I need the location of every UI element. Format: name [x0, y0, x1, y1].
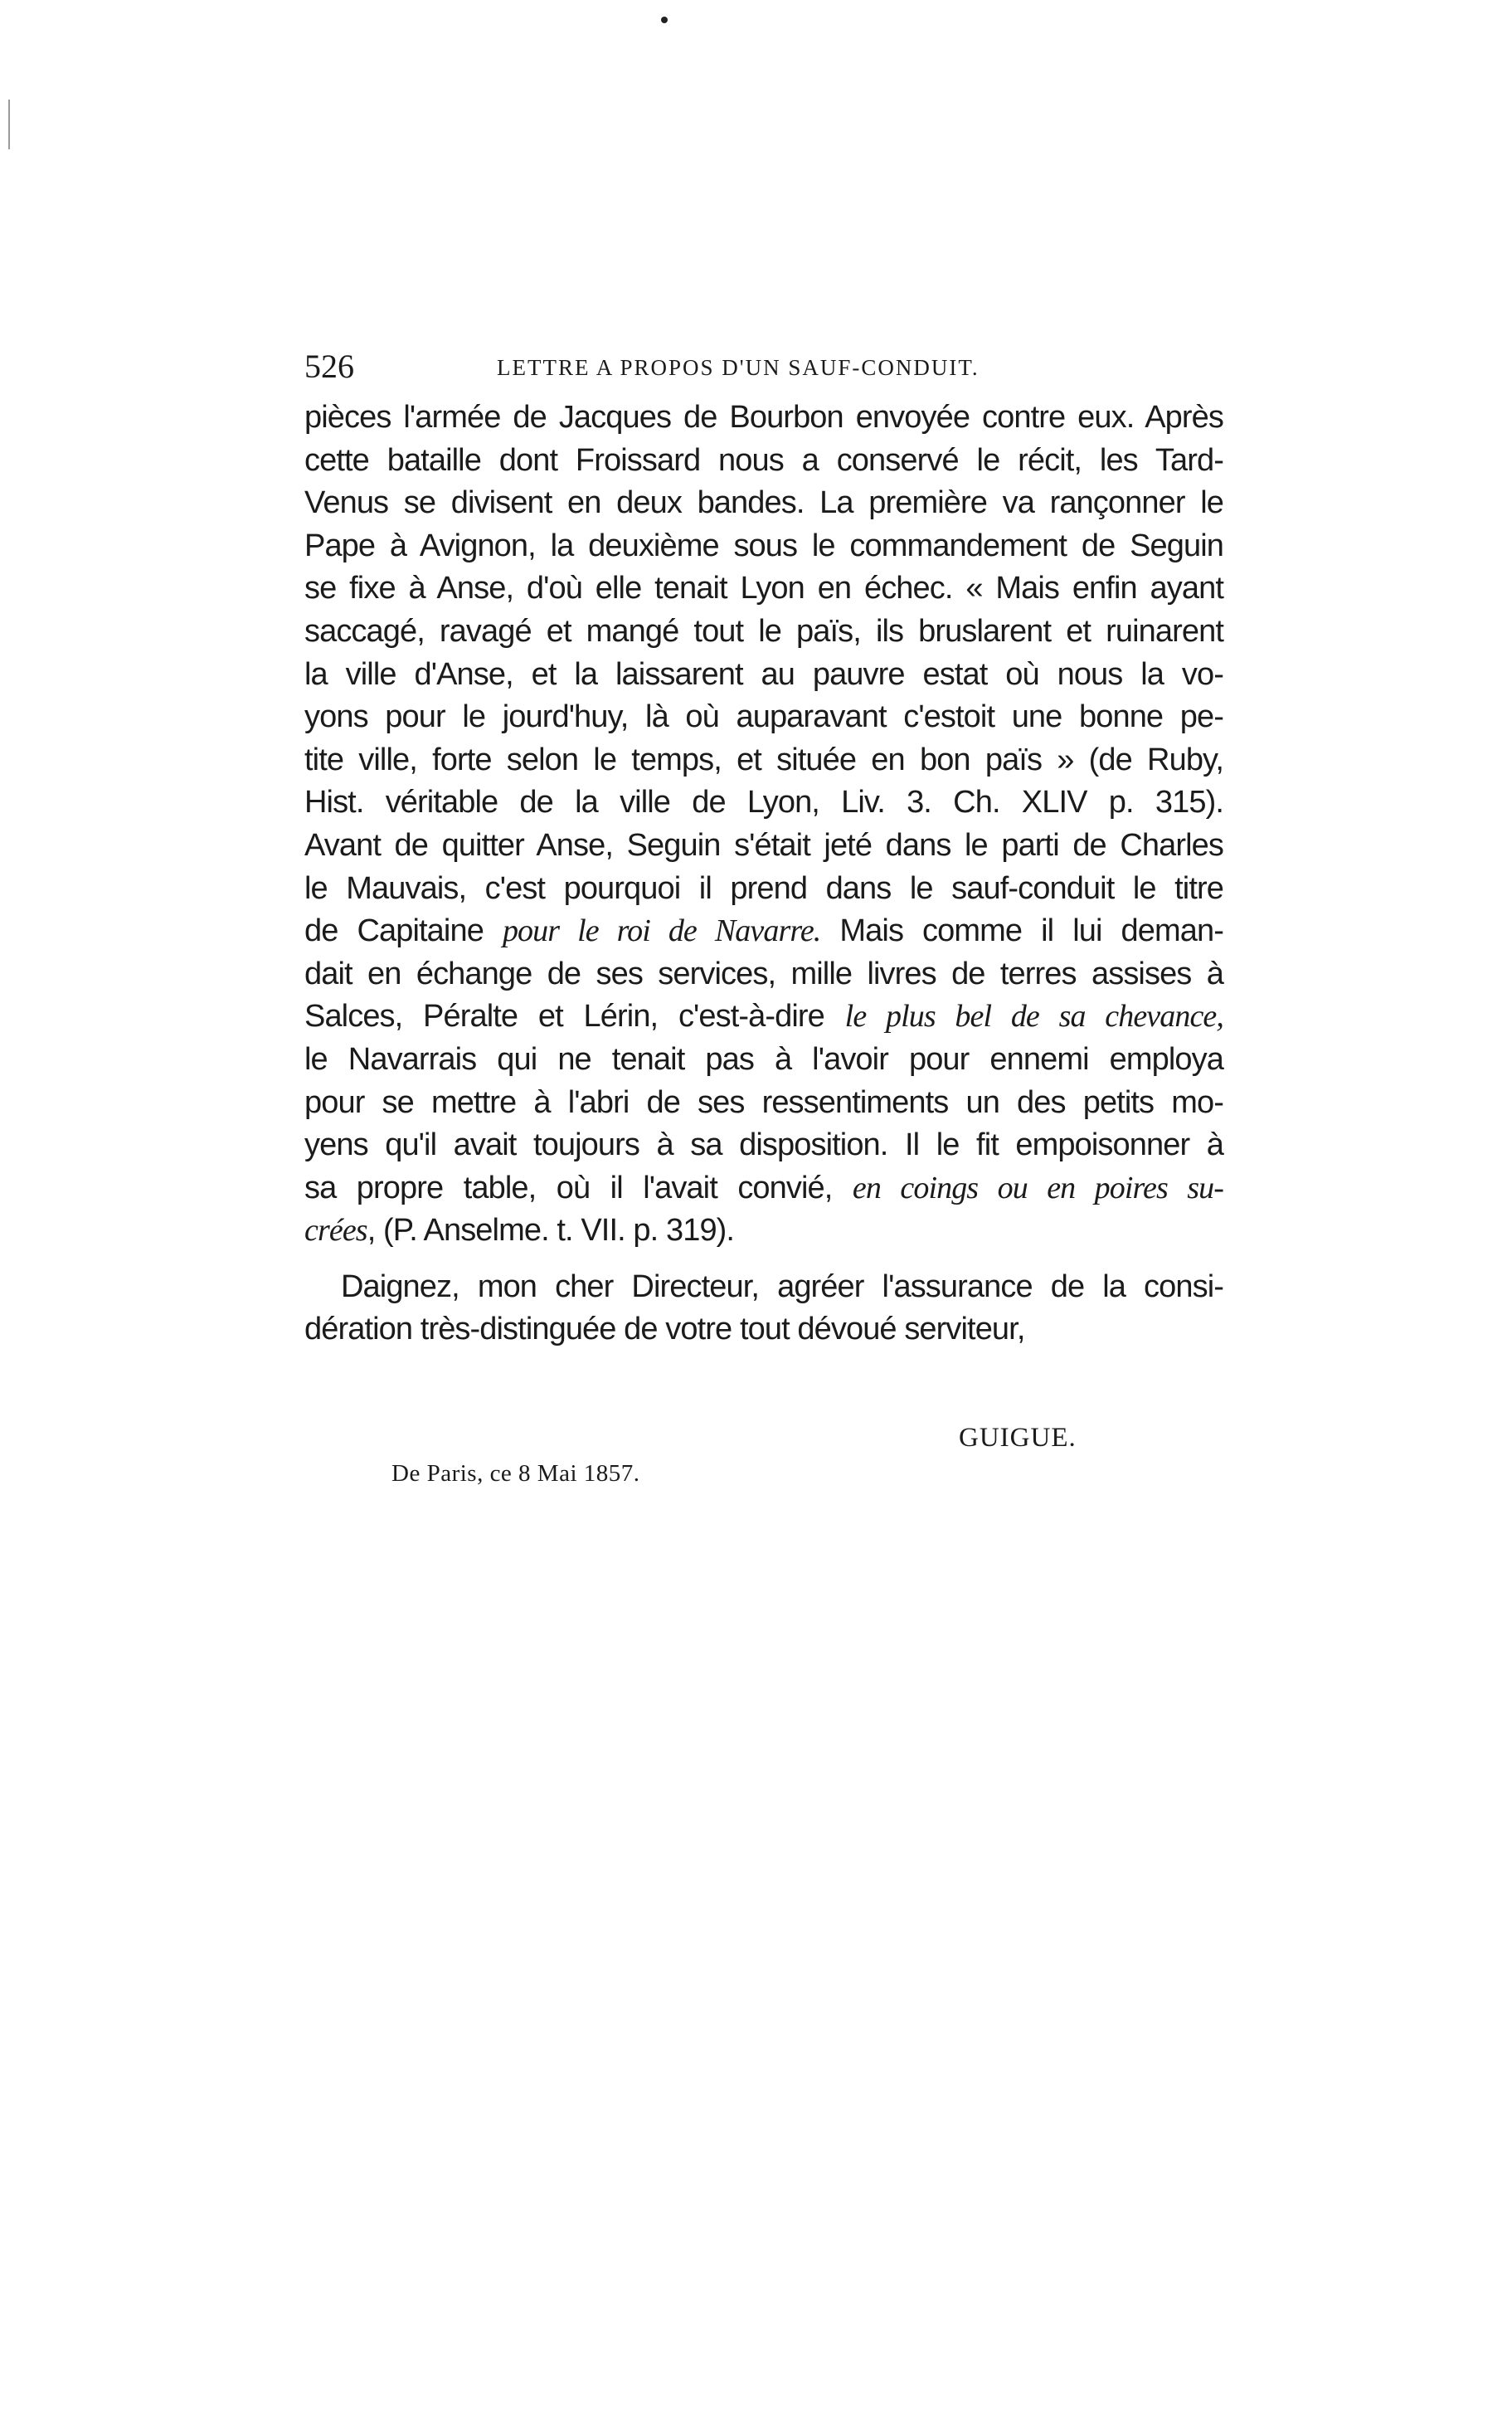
text-line — [304, 1210, 1223, 1253]
text-line: la ville d'Anse, et la laissarent au pauvre estat où nous la vo- — [304, 656, 1223, 692]
text-line: tite ville, forte selon le temps, et située en bon païs » (de Ruby, — [304, 742, 1223, 777]
text-segment: , (P. Anselme. t. VII. p. 319). — [367, 1213, 735, 1249]
text-line: Hist. véritable de la ville de Lyon, Liv. 3. Ch. XLIV p. 315). — [304, 785, 1223, 821]
page-number: 526 — [304, 348, 354, 385]
text-line — [304, 910, 1223, 953]
text-line — [304, 1167, 1223, 1210]
text-line: pour se mettre à l'abri de ses ressentiments un des petits mo- — [304, 1084, 1223, 1120]
text-line: yens qu'il avait toujours à sa disposition. Il le fit empoisonner à — [304, 1127, 1223, 1163]
text-line: le Mauvais, c'est pourquoi il prend dans le sauf-conduit le titre — [304, 870, 1223, 906]
text-line: Daignez, mon cher Directeur, agréer l'assurance de la consi- — [341, 1268, 1223, 1304]
signature: GUIGUE. — [959, 1423, 1077, 1453]
dateline: De Paris, ce 8 Mai 1857. — [391, 1460, 640, 1487]
running-title: LETTRE A PROPOS D'UN SAUF-CONDUIT. — [497, 355, 980, 380]
text-line: Avant de quitter Anse, Seguin s'était jeté dans le parti de Charles — [304, 827, 1223, 863]
italic-phrase: le plus bel de sa chevance, — [844, 999, 1223, 1035]
text-line: dération très-distinguée de votre tout dévoué serviteur, — [304, 1312, 1025, 1347]
paragraph-gap — [304, 1253, 1223, 1266]
text-line: Venus se divisent en deux bandes. La première va rançonner le — [304, 485, 1223, 521]
text-line: dait en échange de ses services, mille livres de terres assises à — [304, 956, 1223, 991]
ink-speck — [661, 17, 668, 23]
text-line: pièces l'armée de Jacques de Bourbon envoyée contre eux. Après — [304, 400, 1223, 435]
paragraph-closing — [304, 1266, 1223, 1351]
italic-phrase: en coings ou en poires su- — [852, 1170, 1224, 1205]
page-header — [304, 347, 1221, 397]
italic-phrase: pour le roi de Navarre. — [502, 913, 821, 949]
text-line — [304, 996, 1223, 1039]
text-line: se fixe à Anse, d'où elle tenait Lyon en échec. « Mais enfin ayant — [304, 571, 1223, 606]
text-segment: Salces, Péralte et Lérin, c'est-à-dire — [304, 999, 845, 1035]
text-line: cette bataille dont Froissard nous a conservé le récit, les Tard- — [304, 442, 1223, 478]
italic-phrase: crées — [304, 1213, 367, 1249]
text-segment: sa propre table, où il l'avait convié, — [304, 1170, 853, 1205]
text-line: yons pour le jourd'huy, là où auparavant c'estoit une bonne pe- — [304, 699, 1223, 735]
text-segment: de Capitaine — [304, 913, 503, 949]
letter-body — [304, 397, 1223, 1351]
text-line: Pape à Avignon, la deuxième sous le commandement de Seguin — [304, 528, 1223, 563]
paragraph-main — [304, 397, 1223, 1253]
text-line: le Navarrais qui ne tenait pas à l'avoir pour ennemi employa — [304, 1041, 1223, 1077]
scan-edge-mark — [8, 100, 10, 149]
text-segment: Mais comme il lui deman- — [820, 913, 1223, 949]
text-line: saccagé, ravagé et mangé tout le païs, ils bruslarent et ruinarent — [304, 613, 1223, 649]
